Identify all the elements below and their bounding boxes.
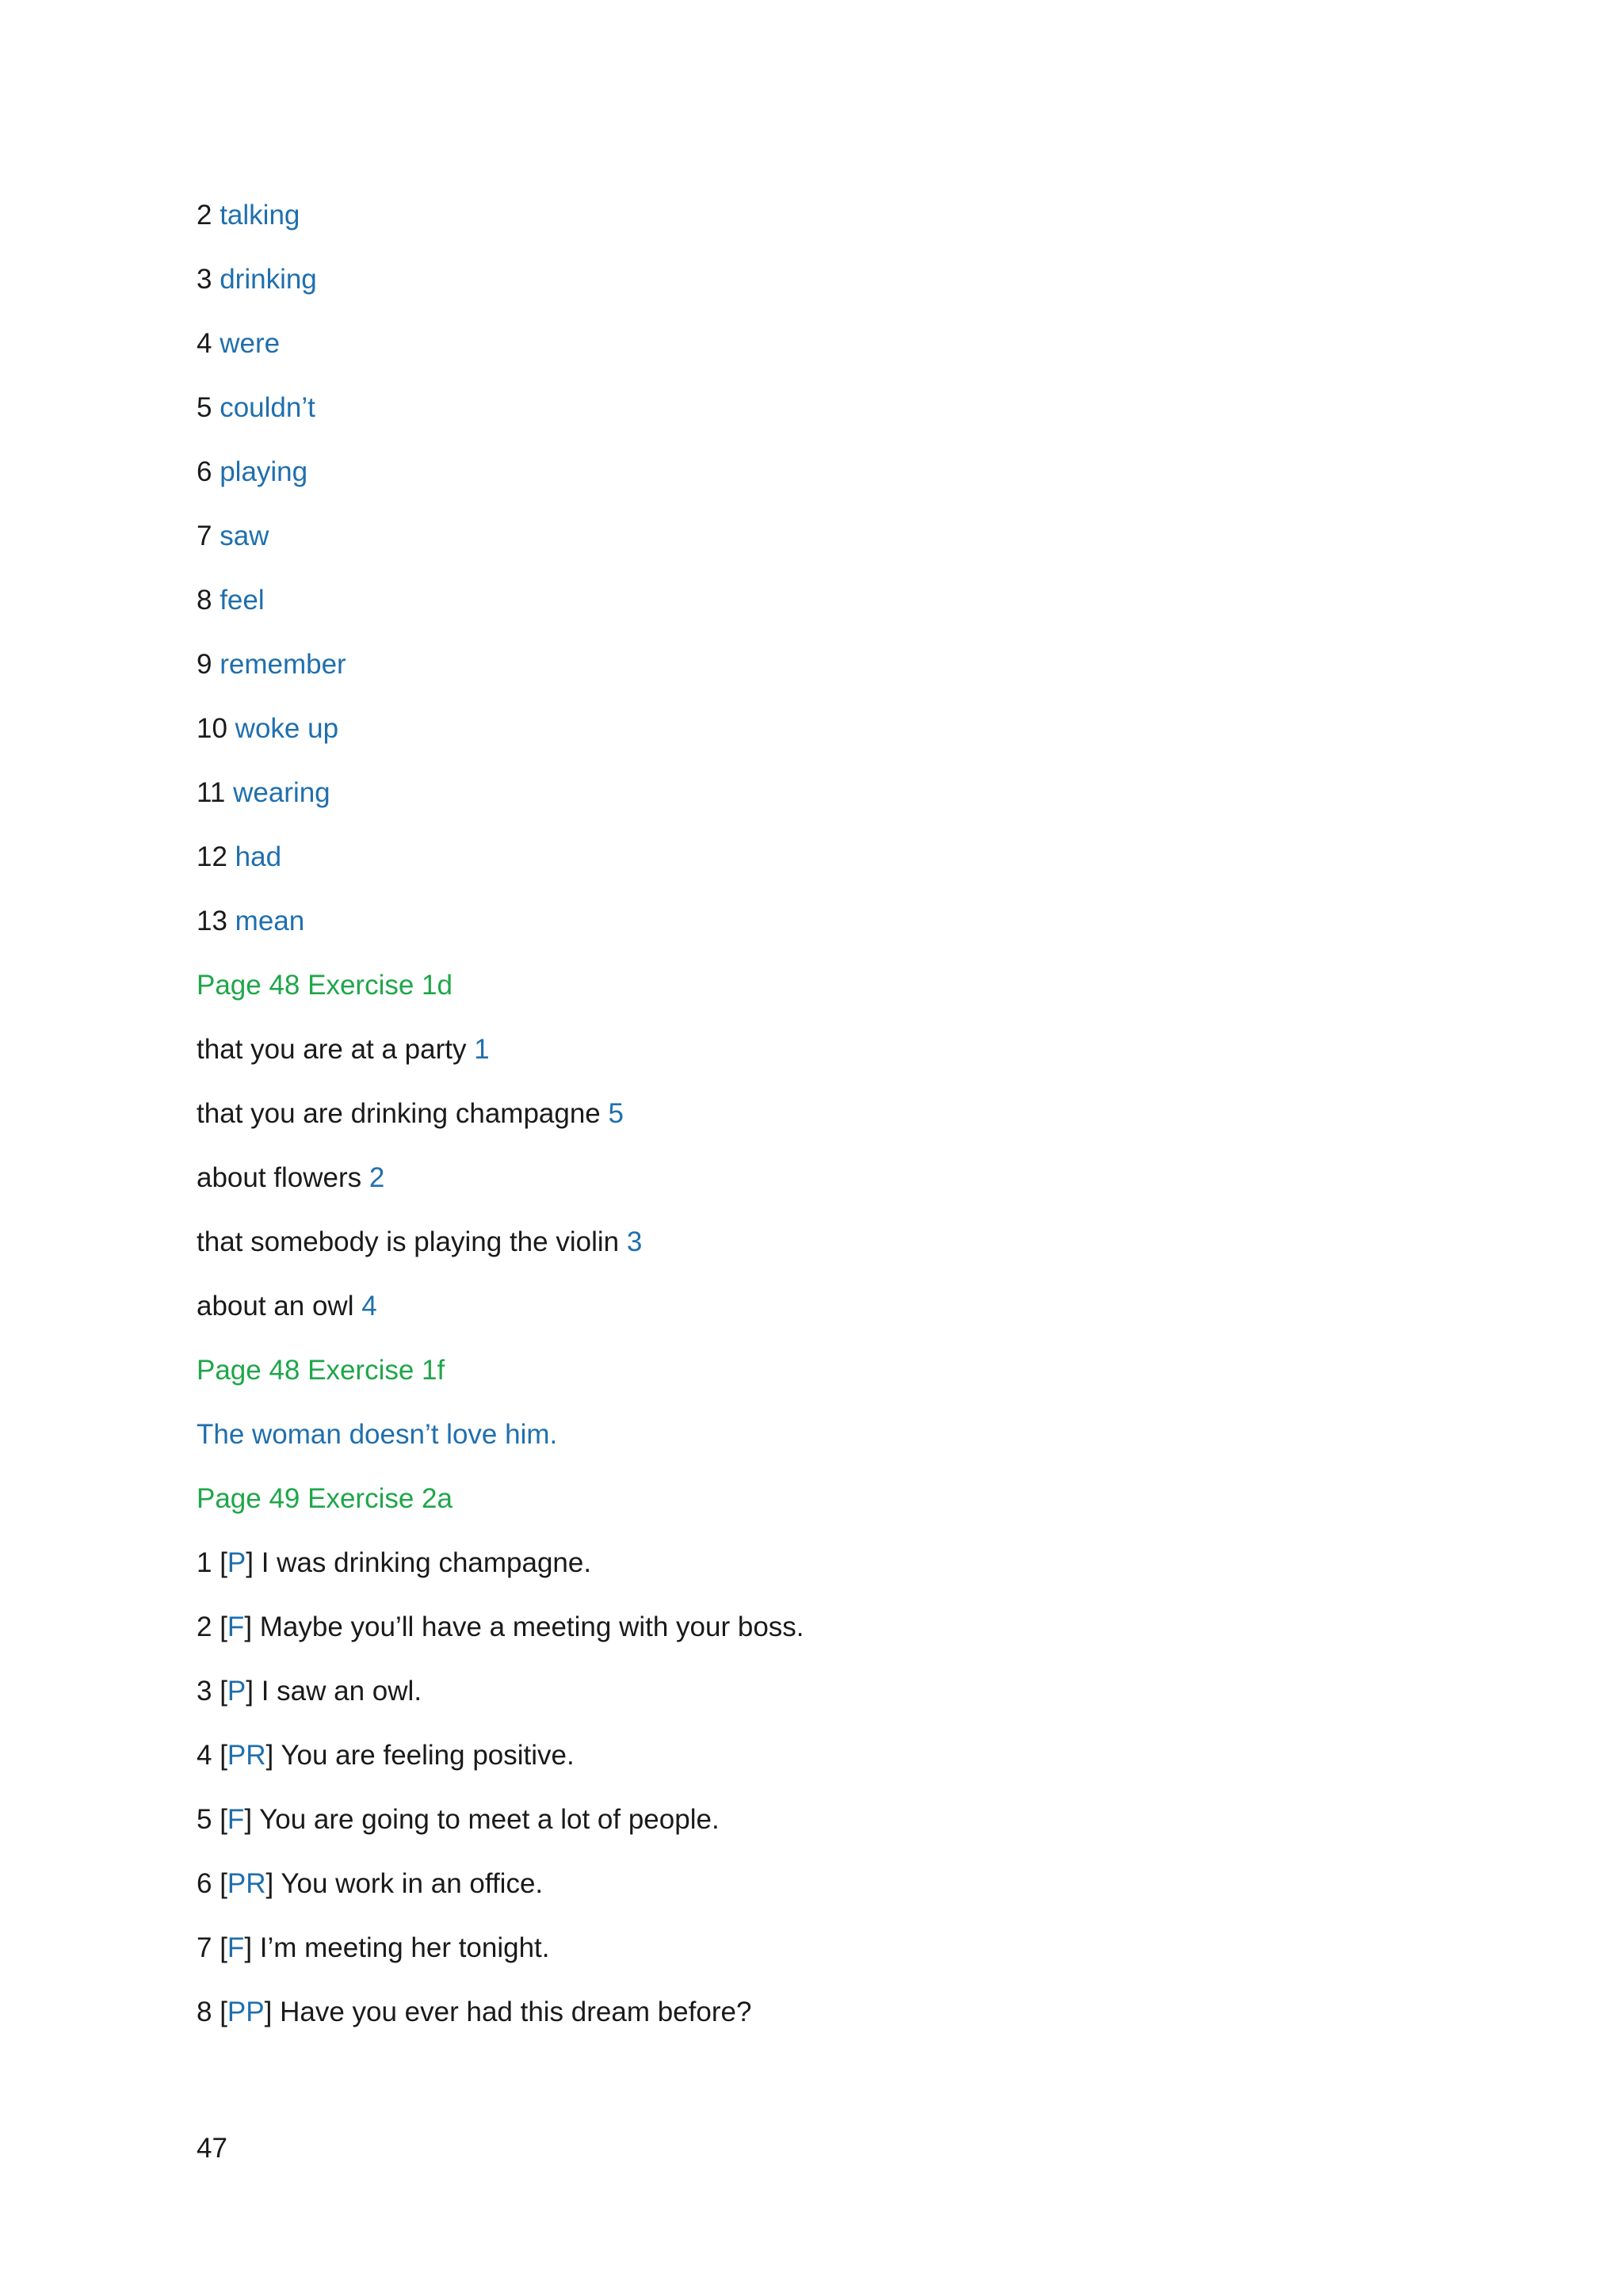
item-text: that you are drinking champagne: [197, 1098, 601, 1129]
item-number: 11: [197, 777, 226, 808]
item-text: Have you ever had this dream before?: [280, 1997, 752, 2027]
item-answer: mean: [235, 906, 305, 936]
exercise-heading: Page 49 Exercise 2a: [197, 1483, 453, 1514]
exercise-heading: Page 48 Exercise 1f: [197, 1355, 445, 1386]
answer-line: [197, 835, 1465, 899]
item-number: 5: [197, 392, 212, 423]
answer-line: [197, 707, 1465, 771]
item-number: 9: [197, 649, 212, 680]
tense-tag: PR: [227, 1740, 266, 1771]
item-number: 8: [197, 1997, 212, 2027]
item-answer: had: [235, 841, 282, 872]
item-text: that you are at a party: [197, 1034, 467, 1065]
page-number: 47: [197, 2133, 227, 2164]
answer-line: 1 [P] I was drinking champagne.: [197, 1547, 592, 1578]
item-text: I’m meeting her tonight.: [259, 1932, 550, 1963]
answer-line: [197, 578, 1465, 643]
tense-tag: PR: [227, 1868, 266, 1899]
answer-line: [197, 450, 1465, 514]
item-text: that somebody is playing the violin: [197, 1226, 620, 1257]
item-text: I was drinking champagne.: [261, 1547, 592, 1578]
item-text: I saw an owl.: [261, 1676, 422, 1707]
answer-line: [197, 643, 1465, 707]
item-answer: drinking: [220, 264, 317, 295]
answer-line: [197, 322, 1465, 386]
tense-tag: F: [227, 1932, 245, 1963]
item-number: 7: [197, 521, 212, 551]
answer-line: [197, 386, 1465, 450]
answer-line: 6 [PR] You work in an office.: [197, 1868, 544, 1899]
tense-tag: F: [227, 1804, 245, 1835]
item-answer: 4: [361, 1291, 377, 1322]
item-answer: woke up: [235, 713, 339, 744]
item-number: 3: [197, 264, 212, 295]
item-answer: feel: [220, 585, 265, 616]
item-number: 2: [197, 200, 212, 231]
item-answer: 3: [626, 1226, 643, 1257]
item-answer: remember: [220, 649, 346, 680]
item-answer: were: [220, 328, 281, 359]
tense-tag: P: [227, 1676, 246, 1707]
answer-line: 5 [F] You are going to meet a lot of people.: [197, 1804, 720, 1835]
answer-line: [197, 193, 1465, 257]
item-answer: 5: [608, 1098, 624, 1129]
exercise-heading: Page 48 Exercise 1d: [197, 970, 453, 1001]
tense-tag: PP: [227, 1997, 265, 2027]
answer-line: 4 [PR] You are feeling positive.: [197, 1740, 575, 1771]
answer-line: [197, 1028, 1465, 1092]
item-answer: couldn’t: [220, 392, 315, 423]
item-number: 6: [197, 456, 212, 487]
item-number: 6: [197, 1868, 212, 1899]
item-number: 10: [197, 713, 227, 744]
answer-line: [197, 1284, 1465, 1348]
answer-line: 2 [F] Maybe you’ll have a meeting with your boss.: [197, 1611, 804, 1642]
tense-tag: P: [227, 1547, 246, 1578]
item-number: 12: [197, 841, 227, 872]
item-answer: talking: [220, 200, 300, 231]
item-text: about an owl: [197, 1291, 354, 1322]
item-number: 13: [197, 906, 227, 936]
item-answer: saw: [220, 521, 269, 551]
answer-line: 8 [PP] Have you ever had this dream before?: [197, 1997, 752, 2027]
answer-line: [197, 1220, 1465, 1284]
item-text: You work in an office.: [281, 1868, 544, 1899]
answer-line: [197, 1156, 1465, 1220]
answer-line: 3 [P] I saw an owl.: [197, 1676, 422, 1707]
exercise-answer: The woman doesn’t love him.: [197, 1419, 558, 1450]
item-number: 4: [197, 328, 212, 359]
answer-line: 7 [F] I’m meeting her tonight.: [197, 1932, 550, 1963]
answer-line: [197, 514, 1465, 578]
answer-line: [197, 257, 1465, 322]
answer-line: [197, 771, 1465, 835]
tense-tag: F: [227, 1611, 245, 1642]
item-answer: wearing: [233, 777, 330, 808]
item-text: about flowers: [197, 1162, 362, 1193]
item-number: 1: [197, 1547, 212, 1578]
item-number: 4: [197, 1740, 212, 1771]
item-answer: 2: [369, 1162, 385, 1193]
item-text: Maybe you’ll have a meeting with your boss.: [259, 1611, 804, 1642]
item-answer: playing: [220, 456, 308, 487]
item-number: 2: [197, 1611, 212, 1642]
item-number: 3: [197, 1676, 212, 1707]
item-answer: 1: [474, 1034, 490, 1065]
answer-line: [197, 1092, 1465, 1156]
item-number: 7: [197, 1932, 212, 1963]
item-text: You are feeling positive.: [281, 1740, 575, 1771]
answer-key-content: [197, 193, 1465, 2054]
item-number: 5: [197, 1804, 212, 1835]
answer-line: [197, 899, 1465, 963]
item-number: 8: [197, 585, 212, 616]
item-text: You are going to meet a lot of people.: [259, 1804, 720, 1835]
